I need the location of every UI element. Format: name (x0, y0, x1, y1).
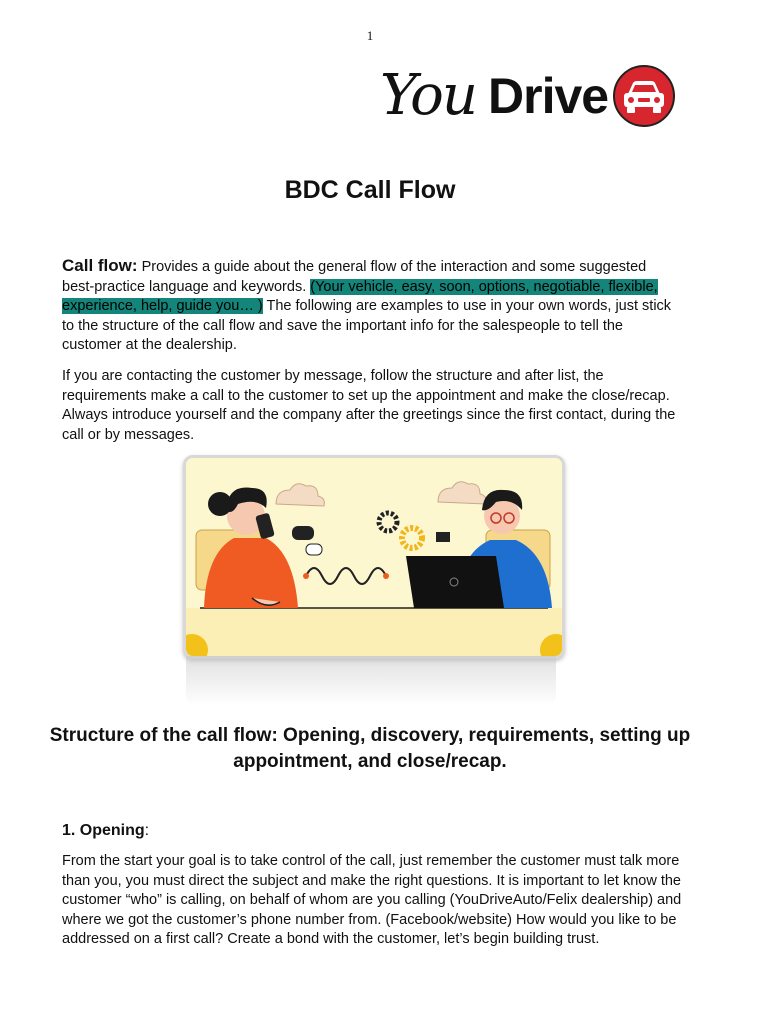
call-flow-label: Call flow: (62, 256, 138, 275)
call-illustration (183, 455, 565, 659)
illustration-reflection (186, 656, 556, 706)
opening-heading-label: 1. Opening (62, 822, 145, 839)
call-flow-paragraph (62, 256, 682, 356)
opening-heading-colon: : (144, 822, 150, 839)
call-flow-intro-text: Provides a guide about the general flow of the interaction and some suggested best-practice language and keywords. (62, 259, 647, 295)
document-title: BDC Call Flow (284, 176, 456, 204)
youdrive-logo (380, 58, 680, 134)
page-number: 1 (366, 28, 374, 43)
logo-text-you: You (380, 63, 476, 128)
keywords-highlight: (Your vehicle, easy, soon, options, negotiable, flexible, experience, help, guide you… ) (62, 278, 658, 314)
car-icon (612, 64, 676, 128)
logo-text-drive: Drive (488, 68, 609, 124)
opening-heading (62, 822, 149, 840)
opening-paragraph: From the start your goal is to take control of the call, just remember the customer must talk more than you, you must direct the subject and make the right questions. It is important to let know the customer “who” is calling, on behalf of whom are you calling (YouDriveAuto/Felix dealership) and where we got the customer’s phone number from. (Facebook/website) How would you like to be addressed on a first call? Create a bond with the customer, let’s begin building trust. (62, 853, 682, 947)
call-illustration-art (186, 458, 562, 656)
structure-heading: Structure of the call flow: Opening, discovery, requirements, setting up appointment, and close/recap. (49, 725, 691, 772)
call-flow-rest-text: The following are examples to use in your own words, just stick to the structure of the call flow and save the important info for the salespeople to tell the customer at the dealership. (62, 298, 672, 353)
message-paragraph: If you are contacting the customer by message, follow the structure and after list, the requirements make a call to the customer to set up the appointment and make the close/recap. Always introduce yourself and the company after the greetings since the first contact, during the call or by messages. (62, 368, 676, 443)
